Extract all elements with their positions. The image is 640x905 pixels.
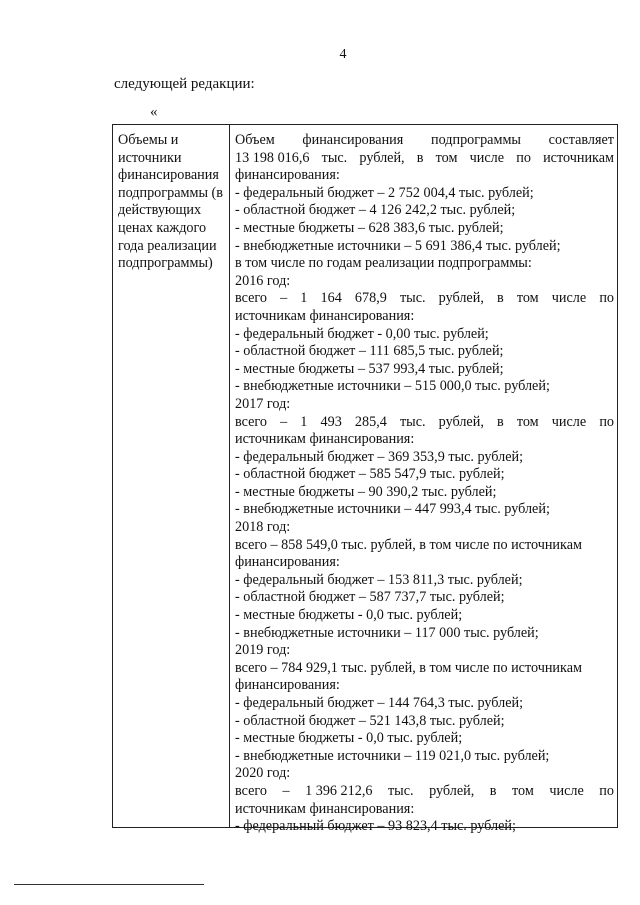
content-line: - внебюджетные источники – 119 021,0 тыс. рублей; bbox=[235, 747, 550, 764]
label-line: подпрограммы (в bbox=[118, 184, 223, 201]
content-word: числе bbox=[469, 149, 505, 166]
content-line: - областной бюджет – 587 737,7 тыс. рублей; bbox=[235, 589, 505, 606]
content-line: - внебюджетные источники – 5 691 386,4 тыс. рублей; bbox=[235, 237, 561, 254]
content-line: - местные бюджеты – 537 993,4 тыс. рублей; bbox=[235, 360, 504, 377]
content-line: - федеральный бюджет – 93 823,4 тыс. рублей; bbox=[235, 818, 516, 835]
content-line bbox=[235, 783, 614, 801]
content-line: - федеральный бюджет – 369 353,9 тыс. рублей; bbox=[235, 448, 524, 465]
label-line: подпрограммы) bbox=[118, 255, 213, 272]
content-word: источникам bbox=[543, 149, 614, 166]
content-word: в bbox=[497, 413, 504, 430]
content-word: тыс. bbox=[387, 782, 414, 799]
content-word: том bbox=[516, 290, 539, 307]
label-line: Объемы и bbox=[118, 132, 179, 148]
content-line: - областной бюджет – 521 143,8 тыс. рублей; bbox=[235, 712, 505, 729]
content-word: рублей, bbox=[429, 782, 475, 799]
content-line: источникам финансирования: bbox=[235, 307, 415, 324]
content-word: – bbox=[282, 782, 290, 799]
content-line: - федеральный бюджет – 144 764,3 тыс. рублей; bbox=[235, 695, 524, 711]
table-label-cell bbox=[113, 125, 230, 827]
content-word: 13 198 016,6 bbox=[235, 149, 310, 166]
content-word: тыс. bbox=[399, 290, 426, 307]
content-line bbox=[235, 150, 614, 168]
content-word: финансирования bbox=[302, 132, 404, 148]
content-line: в том числе по годам реализации подпрограммы: bbox=[235, 255, 532, 272]
content-line: финансирования: bbox=[235, 554, 340, 571]
footer-divider bbox=[14, 884, 204, 885]
content-word: всего bbox=[235, 290, 267, 307]
content-line: 2018 год: bbox=[235, 519, 291, 536]
content-line: всего – 858 549,0 тыс. рублей, в том числе по источникам bbox=[235, 536, 582, 553]
content-line: - федеральный бюджет - 0,00 тыс. рублей; bbox=[235, 325, 489, 342]
content-word: том bbox=[516, 413, 539, 430]
content-line: - областной бюджет – 4 126 242,2 тыс. рублей; bbox=[235, 202, 516, 219]
content-line bbox=[235, 290, 614, 308]
label-line: года реализации bbox=[118, 237, 217, 254]
opening-quote-mark: « bbox=[150, 104, 158, 120]
content-word: по bbox=[599, 290, 614, 307]
content-word: 164 bbox=[320, 290, 342, 307]
content-line: - внебюджетные источники – 515 000,0 тыс. рублей; bbox=[235, 378, 550, 395]
content-word: рублей, bbox=[359, 149, 405, 166]
content-line bbox=[235, 414, 614, 432]
content-word: подпрограммы bbox=[430, 132, 521, 148]
content-word: рублей, bbox=[438, 290, 484, 307]
label-line: финансирования bbox=[118, 167, 219, 184]
content-word: 493 bbox=[320, 413, 342, 430]
label-line: ценах каждого bbox=[118, 219, 207, 236]
content-word: всего bbox=[235, 782, 267, 799]
content-word: всего bbox=[235, 413, 267, 430]
content-line: - федеральный бюджет – 153 811,3 тыс. рублей; bbox=[235, 571, 523, 588]
content-word: – bbox=[280, 413, 288, 430]
content-line bbox=[235, 132, 614, 150]
content-word: по bbox=[599, 782, 614, 799]
content-word: в bbox=[416, 149, 424, 166]
content-line: - местные бюджеты – 90 390,2 тыс. рублей; bbox=[235, 483, 497, 500]
content-word: том bbox=[435, 149, 458, 166]
content-line: - местные бюджеты – 628 383,6 тыс. рублей; bbox=[235, 219, 504, 236]
content-word: 1 bbox=[300, 290, 308, 307]
content-line: 2017 год: bbox=[235, 395, 291, 412]
page-number: 4 bbox=[339, 47, 347, 62]
content-line: - внебюджетные источники – 447 993,4 тыс. рублей; bbox=[235, 501, 550, 518]
content-line: 2019 год: bbox=[235, 642, 291, 659]
content-word: 678,9 bbox=[354, 290, 387, 307]
content-word: том bbox=[512, 782, 534, 799]
content-line: - федеральный бюджет – 2 752 004,4 тыс. рублей; bbox=[235, 184, 534, 201]
content-line: финансирования: bbox=[235, 167, 340, 184]
content-line: источникам финансирования: bbox=[235, 431, 415, 448]
content-line: источникам финансирования: bbox=[235, 800, 415, 817]
content-word: рублей, bbox=[438, 413, 484, 430]
content-word: числе bbox=[551, 413, 587, 430]
content-word: в bbox=[497, 290, 504, 307]
content-line: - местные бюджеты - 0,0 тыс. рублей; bbox=[235, 730, 463, 747]
content-word: 285,4 bbox=[354, 413, 387, 430]
content-line: - областной бюджет – 585 547,9 тыс. рублей; bbox=[235, 466, 505, 483]
content-word: числе bbox=[549, 782, 584, 799]
label-line: действующих bbox=[118, 202, 202, 219]
content-word: в bbox=[489, 782, 497, 799]
content-line: - внебюджетные источники – 117 000 тыс. рублей; bbox=[235, 624, 539, 641]
content-word: Объем bbox=[235, 132, 275, 148]
content-word: тыс. bbox=[321, 149, 348, 166]
content-word: – bbox=[280, 290, 288, 307]
content-line: финансирования: bbox=[235, 677, 340, 694]
content-word: 1 bbox=[300, 413, 308, 430]
content-line: - областной бюджет – 111 685,5 тыс. рублей; bbox=[235, 343, 504, 360]
table-content-cell bbox=[230, 125, 617, 835]
content-word: по bbox=[599, 413, 614, 430]
content-word: тыс. bbox=[399, 413, 426, 430]
content-line: - местные бюджеты - 0,0 тыс. рублей; bbox=[235, 607, 463, 624]
content-word: 1 396 212,6 bbox=[305, 782, 373, 799]
content-word: числе bbox=[551, 290, 587, 307]
financing-table bbox=[112, 124, 618, 835]
intro-text: следующей редакции: bbox=[114, 76, 255, 92]
content-word: составляет bbox=[548, 132, 614, 148]
content-line: 2016 год: bbox=[235, 272, 291, 289]
content-line: всего – 784 929,1 тыс. рублей, в том числе по источникам bbox=[235, 659, 582, 676]
label-line: источники bbox=[118, 149, 182, 166]
content-word: по bbox=[516, 149, 531, 166]
content-line: 2020 год: bbox=[235, 765, 291, 782]
